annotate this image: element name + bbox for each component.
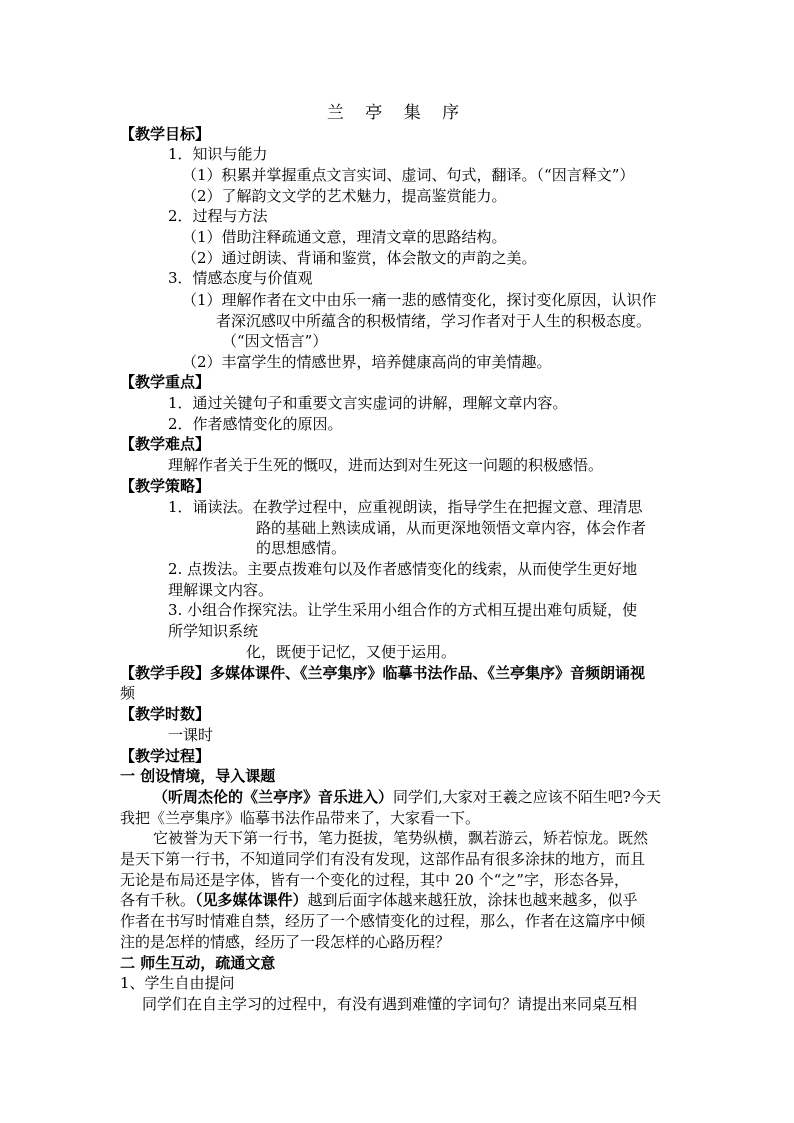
strategy-3-cont-2: 化，既便于记忆，又便于运用。: [246, 643, 457, 661]
difficulty-text: 理解作者关于生死的慨叹，进而达到对生死这一问题的积极感悟。: [168, 456, 604, 474]
goal-1-item-2: （2）了解韵文文学的艺术魅力，提高鉴赏能力。: [182, 187, 507, 205]
strategy-3-cont-1: 所学知识系统: [168, 622, 259, 640]
section-1-para-1: （听周杰伦的《兰亭序》音乐进入）同学们,大家对王羲之应该不陌生吧?今天: [153, 788, 661, 806]
goal-3-item-2: （2）丰富学生的情感世界，培养健康高尚的审美情趣。: [182, 353, 552, 371]
heading-key-points: 【教学重点】: [120, 373, 211, 391]
goal-2-item-2: （2）通过朗读、背诵和鉴赏，体会散文的声韵之美。: [182, 249, 537, 267]
section-1-para-2-line-5: 作者在书写时情难自禁，经历了一个感情变化的过程，那么，作者在这篇序中倾: [120, 912, 646, 930]
strategy-1-cont-2: 的思想感情。: [256, 539, 347, 557]
section-1-para-2-line-2: 是天下第一行书，不知道同学们有没有发现，这部作品有很多涂抹的地方，而且: [120, 850, 646, 868]
key-point-1: 1．通过关键句子和重要文言实虚词的讲解，理解文章内容。: [168, 394, 568, 412]
strategy-2: 2. 点拨法。主要点拨难句以及作者感情变化的线索，从而使学生更好地: [168, 560, 638, 578]
section-2-heading: 二 师生互动，疏通文意: [120, 954, 276, 972]
heading-difficulties: 【教学难点】: [120, 435, 211, 453]
class-hours-value: 一课时: [168, 726, 214, 744]
section-2-item-1: 1、学生自由提问: [120, 974, 235, 992]
strategy-2-cont: 理解课文内容。: [168, 581, 274, 599]
section-2-para-1: 同学们在自主学习的过程中，有没有遇到难懂的字词句？请提出来同桌互相: [142, 995, 638, 1013]
goal-3-item-1: （1）理解作者在文中由乐一痛一悲的感情变化，探讨变化原因，认识作: [182, 291, 657, 309]
section-1-para-1-cont: 我把《兰亭集序》临摹书法作品带来了，大家看一下。: [120, 809, 481, 827]
heading-strategies: 【教学策略】: [120, 477, 211, 495]
goal-3-item-1-note: （“因文悟言”）: [222, 332, 328, 350]
section-1-para-2-line-3: 无论是布局还是字体，皆有一个变化的过程，其中 20 个“之”字，形态各异，: [120, 871, 629, 889]
strategy-1: 1．诵读法。在教学过程中，应重视朗读，指导学生在把握文意、理清思: [168, 498, 643, 516]
goal-1-title: 1．知识与能力: [168, 145, 268, 163]
heading-class-hours: 【教学时数】: [120, 705, 211, 723]
goal-3-item-1-cont: 者深沉感叹中所蕴含的积极情绪，学习作者对于人生的积极态度。: [216, 312, 652, 330]
teaching-means: 【教学手段】多媒体课件、《兰亭集序》临摹书法作品、《兰亭集序》音频朗诵视: [120, 664, 646, 682]
teaching-means-cont: 频: [120, 684, 136, 702]
goal-3-title: 3．情感态度与价值观: [168, 269, 313, 287]
goal-2-item-1: （1）借助注释疏通文意，理清文章的思路结构。: [182, 228, 507, 246]
section-1-para-2-line-6: 注的是怎样的情感，经历了一段怎样的心路历程？: [120, 933, 451, 951]
key-point-2: 2．作者感情变化的原因。: [168, 415, 343, 433]
document-title: 兰 亭 集 序: [326, 103, 468, 123]
goal-2-title: 2．过程与方法: [168, 207, 268, 225]
section-1-para-2-line-4: 各有千秋。（见多媒体课件）越到后面字体越来越狂放，涂抹也越来越多，似乎: [120, 891, 638, 909]
strategy-1-cont-1: 路的基础上熟读成诵，从而更深地领悟文章内容，体会作者: [256, 519, 647, 537]
heading-teaching-goals: 【教学目标】: [120, 125, 211, 143]
heading-process: 【教学过程】: [120, 747, 211, 765]
goal-1-item-1: （1）积累并掌握重点文言实词、虚词、句式，翻译。（“因言释文”）: [182, 166, 635, 184]
section-1-heading: 一 创设情境，导入课题: [120, 767, 276, 785]
strategy-3: 3. 小组合作探究法。让学生采用小组合作的方式相互提出难句质疑，使: [168, 601, 638, 619]
section-1-para-2: 它被誉为天下第一行书，笔力挺拔，笔势纵横，飘若游云，矫若惊龙。既然: [153, 829, 649, 847]
